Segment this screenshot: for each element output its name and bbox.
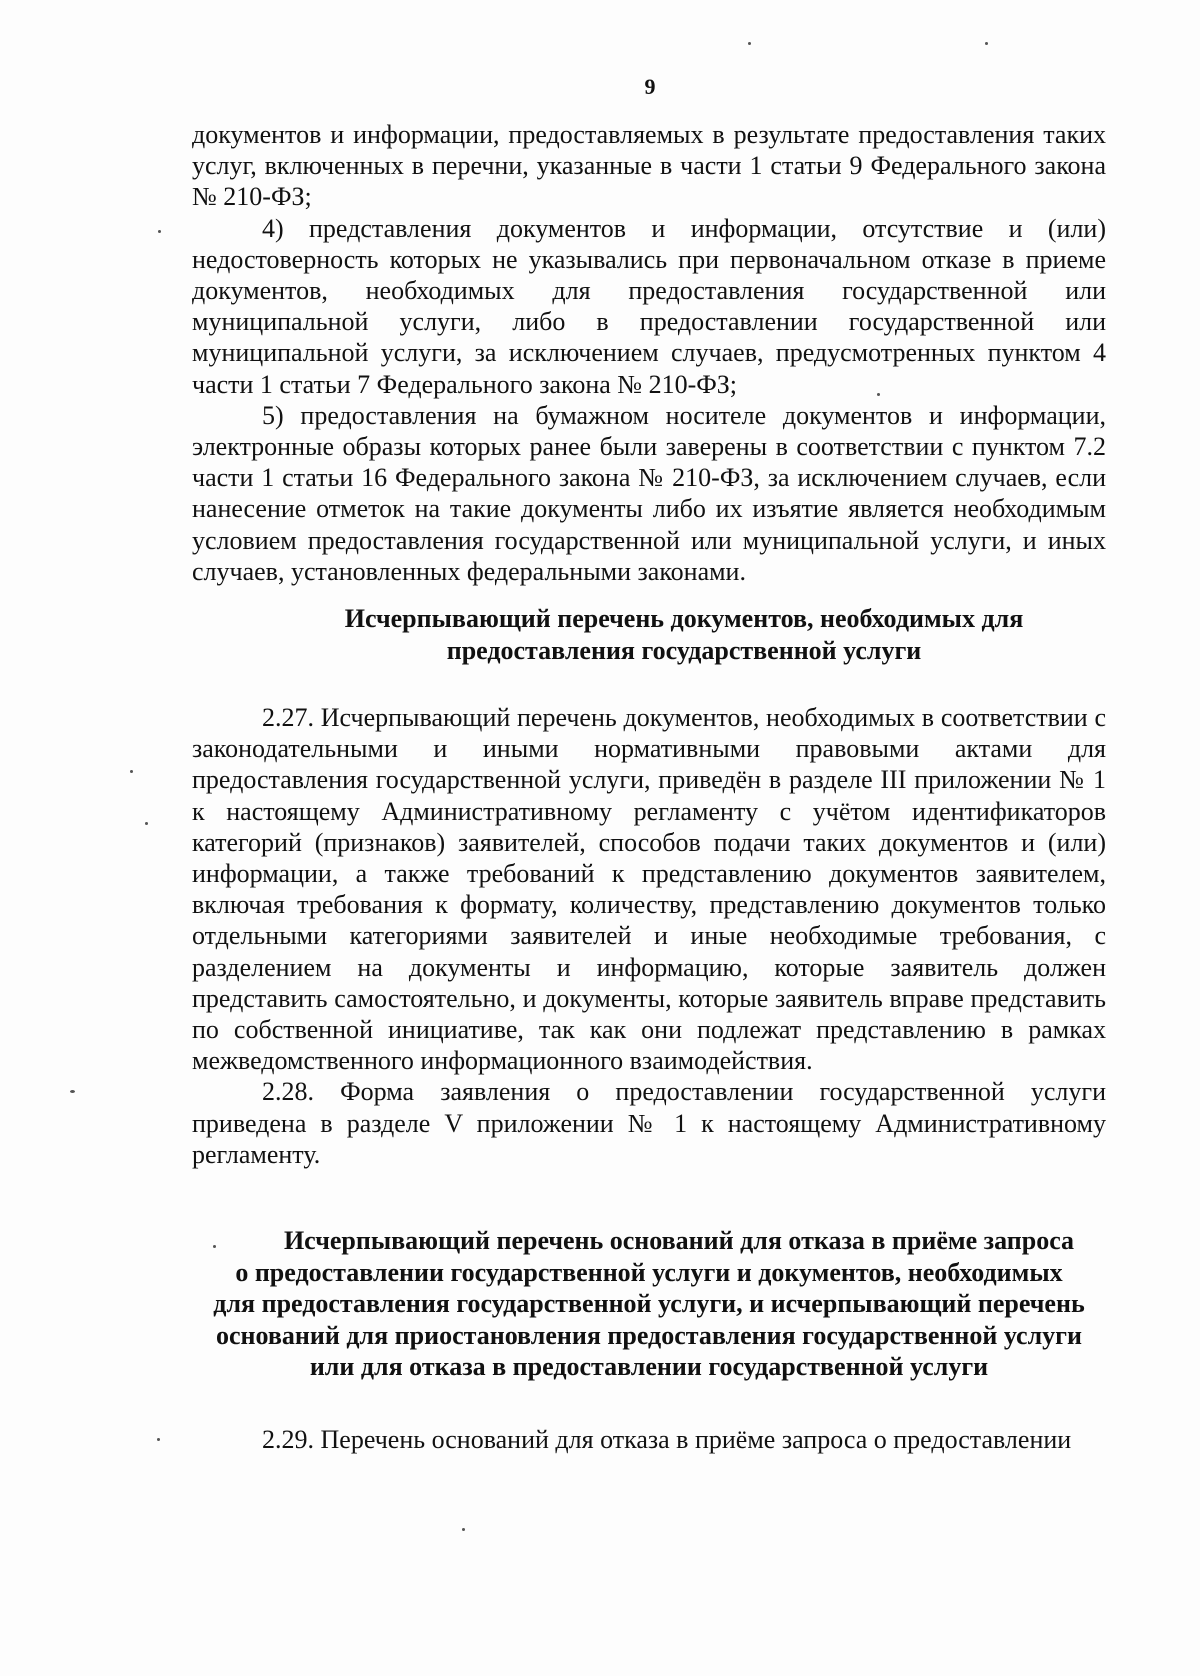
section-heading-refusal-grounds [192,1225,1106,1383]
paragraph-item-5: 5) предоставления на бумажном носителе документов и информации, электронные образы которых ранее были заверены в соответствии с пунктом 7.2 части 1 статьи 16 Федерального закона № 210-ФЗ, за исключением случаев, если нанесение отметок на такие документы либо их изъятие является необходимым условием предоставления государственной или муниципальной услуги, и иных случаев, установленных федеральными законами. [192,400,1106,586]
heading-line: Исчерпывающий перечень документов, необходимых для [344,604,1024,633]
section-heading-documents [192,603,1106,666]
scan-speck [145,822,148,825]
heading-line: Исчерпывающий перечень оснований для отказа в приёме запроса [283,1226,1075,1255]
paragraph-item-4: 4) представления документов и информации, отсутствие и (или) недостоверность которых не указывались при первоначальном отказе в приеме документов, необходимых для предоставления государственной или муниципальной услуги, либо в предоставлении государственной или муниципальной услуги, за исключением случаев, предусмотренных пунктом 4 части 1 статьи 7 Федерального закона № 210-ФЗ; [192,213,1106,399]
scan-speck [462,1528,465,1531]
scan-speck [70,1090,75,1093]
heading-line: о предоставлении государственной услуги и документов, необходимых [235,1257,1063,1287]
scan-speck [985,42,988,45]
heading-line: для предоставления государственной услуги, и исчерпывающий перечень [213,1289,1085,1319]
paragraph-2-27: 2.27. Исчерпывающий перечень документов, необходимых в соответствии с законодательными и иными нормативными правовыми актами для предоставления государственной услуги, приведён в разделе III приложении № 1 к настоящему Административному регламенту с учётом идентификаторов категорий (признаков) заявителей, способов подачи таких документов и (или) информации, а также требований к представлению документов заявителем, включая требования к формату, количеству, представлению документов только отдельными категориями заявителей и иные необходимые требования, с разделением на документы и информацию, которые заявитель должен представить самостоятельно, и документы, которые заявитель вправе представить по собственной инициативе, так как они подлежат представлению в рамках межведомственного информационного взаимодействия. [192,703,1106,1076]
scan-speck [157,1438,160,1441]
body-block-2 [192,702,1106,1170]
scan-speck [213,1245,216,1248]
body-block-3 [192,1424,1106,1455]
heading-line: предоставления государственной услуги [446,635,922,665]
scan-speck [877,393,880,396]
body-block-1 [192,119,1106,587]
scan-speck [158,230,161,233]
scan-speck [130,770,133,773]
paragraph-2-28: 2.28. Форма заявления о предоставлении государственной услуги приведена в разделе V приложении № 1 к настоящему Административному регламенту. [192,1077,1106,1169]
paragraph-continuation: документов и информации, предоставляемых в результате предоставления таких услуг, включенных в перечни, указанные в части 1 статьи 9 Федерального закона № 210-ФЗ; [192,120,1106,212]
heading-line: или для отказа в предоставлении государственной услуги [309,1352,989,1382]
paragraph-2-29: 2.29. Перечень оснований для отказа в приёме запроса о предоставлении [262,1425,1072,1454]
scan-speck [748,42,751,45]
heading-line: оснований для приостановления предоставления государственной услуги [216,1320,1082,1350]
page-number: 9 [644,74,656,99]
